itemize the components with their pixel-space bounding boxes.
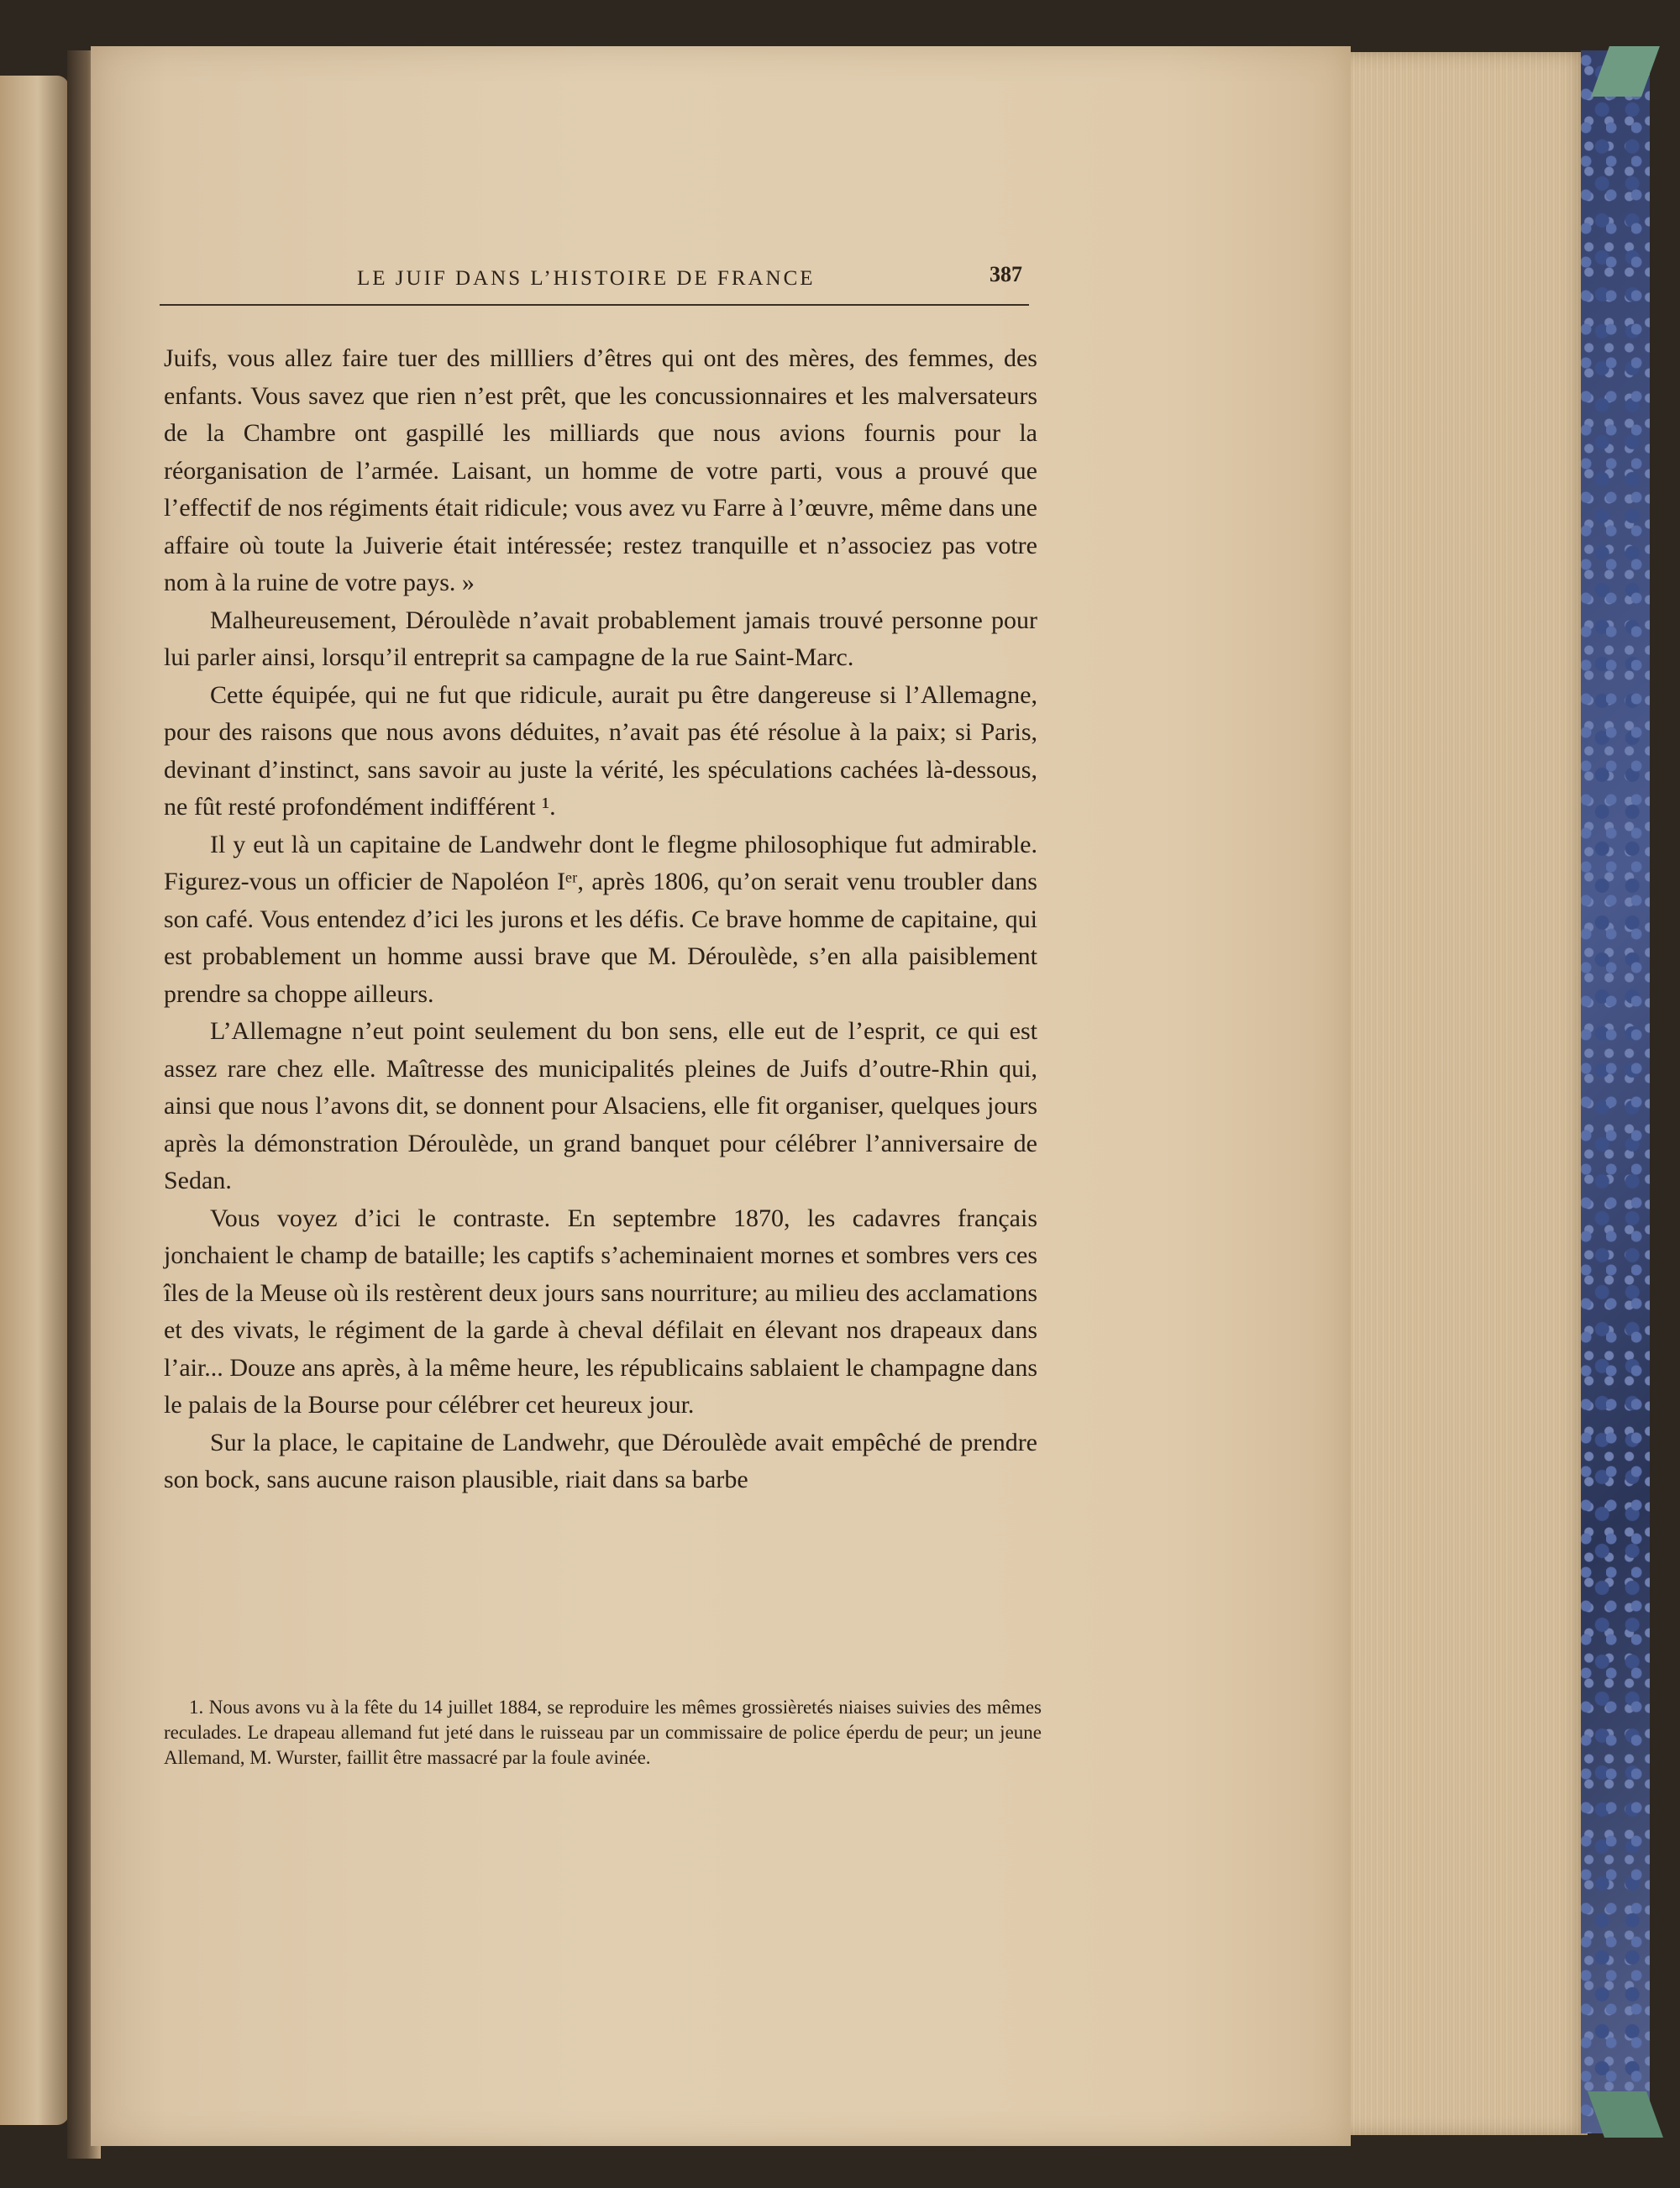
body-text xyxy=(164,340,1037,1499)
footnote-1: 1. Nous avons vu à la fête du 14 juillet 1884, se reproduire les mêmes grossièretés niaises suivies des mêmes reculades. Le drapeau allemand fut jeté dans le ruisseau par un commissaire de police éperdu de peur; un jeune Allemand, M. Wurster, faillit être massacré par la foule avinée. xyxy=(164,1697,1042,1768)
paragraph-4: Il y eut là un capitaine de Landwehr dont le flegme philosophique fut admirable. Figurez-vous un officier de Napoléon Iᵉʳ, après 1806, qu’on serait venu troubler dans son café. Vous entendez d’ici les jurons et les défis. Ce brave homme de capitaine, qui est probablement un homme aussi brave que M. Déroulède, s’en alla paisiblement prendre sa choppe ailleurs. xyxy=(164,830,1037,1008)
paragraph-5: L’Allemagne n’eut point seulement du bon sens, elle eut de l’esprit, ce qui est assez rare chez elle. Maîtresse des municipalités pleines de Juifs d’outre-Rhin qui, ainsi que nous l’avons dit, se donnent pour Alsaciens, elle fit organiser, quelques jours après la démonstration Déroulède, un grand banquet pour célébrer l’anniversaire de Sedan. xyxy=(164,1017,1037,1194)
page-header xyxy=(160,262,1029,296)
footnotes xyxy=(164,1695,1042,1771)
paragraph-2: Malheureusement, Déroulède n’avait probablement jamais trouvé personne pour lui parler ainsi, lorsqu’il entreprit sa campagne de la rue Saint-Marc. xyxy=(164,606,1037,671)
page-number: 387 xyxy=(990,262,1022,286)
paragraph-1: Juifs, vous allez faire tuer des millliers d’êtres qui ont des mères, des femmes, des enfants. Vous savez que rien n’est prêt, que les concussionnaires et les malversateurs de la Chambre ont gaspillé les milliards que nous avions fournis pour la réorganisation de l’armée. Laisant, un homme de votre parti, vous a prouvé que l’effectif de nos régiments était ridicule; vous avez vu Farre à l’œuvre, même dans une affaire où toute la Juiverie était intéressée; restez tranquille et n’associez pas votre nom à la ruine de votre pays. » xyxy=(164,344,1037,596)
paragraph-7: Sur la place, le capitaine de Landwehr, que Déroulède avait empêché de prendre son bock, sans aucune raison plausible, riait dans sa barbe xyxy=(164,1428,1037,1493)
left-page-edge xyxy=(0,76,69,2125)
page-stack-edge xyxy=(1344,52,1588,2135)
running-title: LE JUIF DANS L’HISTOIRE DE FRANCE xyxy=(357,267,816,290)
paragraph-3: Cette équipée, qui ne fut que ridicule, aurait pu être dangereuse si l’Allemagne, pour des raisons que nous avons déduites, n’avait pas été résolue à la paix; si Paris, devinant d’instinct, sans savoir au juste la vérité, les spéculations cachées là-dessous, ne fût resté profondément indifférent ¹. xyxy=(164,680,1037,821)
marbled-cover xyxy=(1581,50,1650,2133)
paragraph-6: Vous voyez d’ici le contraste. En septembre 1870, les cadavres français jonchaient le champ de bataille; les captifs s’acheminaient mornes et sombres vers ces îles de la Meuse où ils restèrent deux jours sans nourriture; au milieu des acclamations et des vivats, le régiment de la garde à cheval défilait en élevant nos drapeaux dans l’air... Douze ans après, à la même heure, les républicains sablaient le champagne dans le palais de la Bourse pour célébrer cet heureux jour. xyxy=(164,1204,1037,1419)
header-rule xyxy=(160,304,1029,306)
